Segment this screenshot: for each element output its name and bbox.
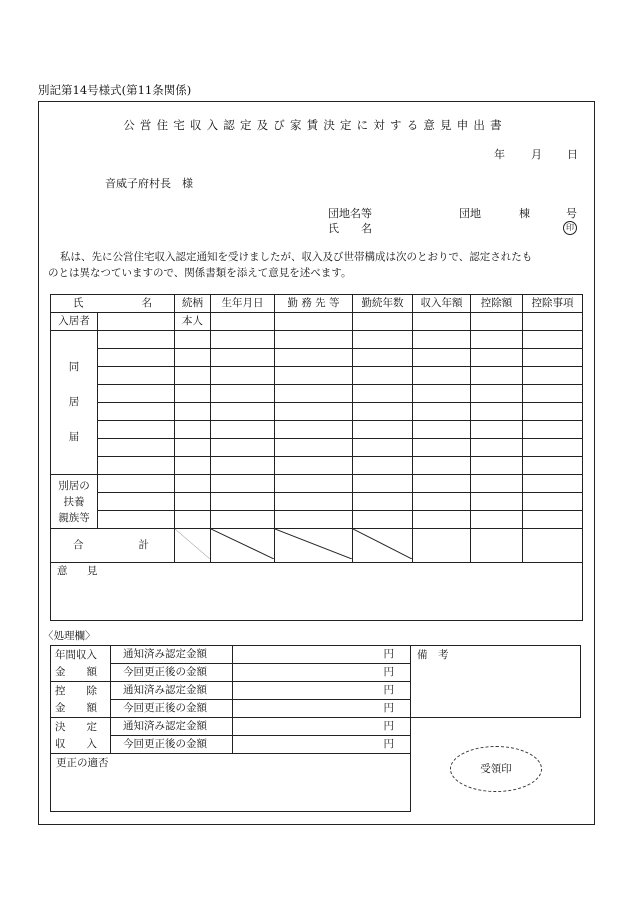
- total-slash-cell: [275, 529, 353, 563]
- processing-row: 決 定 収 入 通知済み認定金額 円: [51, 718, 411, 736]
- household-table: [50, 294, 583, 621]
- slash-mark: [353, 529, 412, 559]
- building-unit: 棟: [519, 207, 530, 220]
- form-title: 公営住宅収入認定及び家賃決定に対する意見申出書: [123, 118, 507, 132]
- separate-label: 別居の 扶養 親族等: [51, 475, 98, 529]
- remarks-label: 備 考: [417, 649, 449, 661]
- slash-mark: [211, 529, 274, 559]
- yen-field[interactable]: 円: [233, 664, 411, 682]
- danchi-label: 団地名等: [328, 207, 372, 220]
- table-row: [51, 457, 583, 475]
- opinion-cell[interactable]: [51, 562, 583, 620]
- table-row: [51, 439, 583, 457]
- opinion-a: 意: [57, 564, 68, 577]
- addressee: 音威子府村長 様: [105, 177, 193, 190]
- yen-field[interactable]: 円: [233, 682, 411, 700]
- header-work: 勤 務 先 等: [275, 295, 353, 313]
- slash-mark: [175, 529, 210, 559]
- header-income: 収入年額: [413, 295, 471, 313]
- yen-field[interactable]: 円: [233, 700, 411, 718]
- deduction-label: 控 除 金 額: [51, 682, 111, 718]
- date-day: 日: [567, 148, 578, 161]
- processing-row: 今回更正後の金額 円: [51, 700, 411, 718]
- cohabit-label: 同 居 届: [51, 331, 98, 475]
- header-deduction: 控除額: [471, 295, 523, 313]
- table-row: [51, 511, 583, 529]
- opinion-b: 見: [86, 564, 98, 577]
- header-deduction-items: 控除事項: [523, 295, 583, 313]
- correction-label: 更正の適否: [56, 757, 109, 769]
- total-slash-cell: [353, 529, 413, 563]
- header-birth: 生年月日: [211, 295, 275, 313]
- date-year: 年: [494, 148, 505, 161]
- total-slash-cell: [175, 529, 211, 563]
- number-unit: 号: [566, 207, 577, 220]
- header-name-cell: [51, 295, 175, 313]
- processing-title: 〈処理欄〉: [43, 630, 96, 642]
- table-row: [51, 403, 583, 421]
- danchi-unit: 団地: [459, 207, 481, 220]
- form-number: 別記第14号様式(第11条関係): [38, 83, 192, 97]
- statement-line-2: のとは異なつていますので、関係書類を添えて意見を述べます。: [48, 267, 352, 279]
- processing-row: 年間収入 金 額 通知済み認定金額 円: [51, 646, 411, 664]
- decided-income-label: 決 定 収 入: [51, 718, 111, 754]
- name-label: 氏 名: [328, 222, 372, 235]
- yen-field[interactable]: 円: [233, 718, 411, 736]
- applicant-relation: 本人: [175, 313, 211, 331]
- header-name-b: 名: [141, 297, 152, 310]
- date-month: 月: [531, 148, 542, 161]
- header-years: 勤続年数: [353, 295, 413, 313]
- table-row: [51, 421, 583, 439]
- processing-row: 今回更正後の金額 円: [51, 664, 411, 682]
- processing-row: 控 除 金 額 通知済み認定金額 円: [51, 682, 411, 700]
- table-row: [51, 331, 583, 349]
- processing-table: [50, 645, 411, 812]
- slash-mark: [275, 529, 352, 559]
- correction-cell[interactable]: [51, 754, 411, 812]
- applicant-label: 入居者: [51, 313, 98, 331]
- statement-line-1: 私は、先に公営住宅収入認定通知を受けましたが、収入及び世帯構成は次のとおりで、認定されたも: [60, 251, 533, 263]
- annual-income-label: 年間収入 金 額: [51, 646, 111, 682]
- receipt-seal-label: 受領印: [480, 763, 512, 775]
- correction-row: [51, 754, 411, 812]
- seal-mark: 印: [563, 221, 577, 235]
- opinion-row: [51, 562, 583, 620]
- table-header-row: [51, 295, 583, 313]
- yen-field[interactable]: 円: [233, 646, 411, 664]
- processing-row: 今回更正後の金額 円: [51, 736, 411, 754]
- table-row: [51, 367, 583, 385]
- table-row-applicant: [51, 313, 583, 331]
- total-slash-cell: [211, 529, 275, 563]
- table-row: [51, 385, 583, 403]
- table-row: [51, 349, 583, 367]
- total-row: [51, 529, 583, 563]
- remarks-box[interactable]: [410, 645, 581, 718]
- header-name-a: 氏: [73, 297, 84, 310]
- header-relation: 続柄: [175, 295, 211, 313]
- yen-field[interactable]: 円: [233, 736, 411, 754]
- total-label: 合 計: [51, 529, 175, 563]
- table-row: [51, 493, 583, 511]
- table-row: [51, 475, 583, 493]
